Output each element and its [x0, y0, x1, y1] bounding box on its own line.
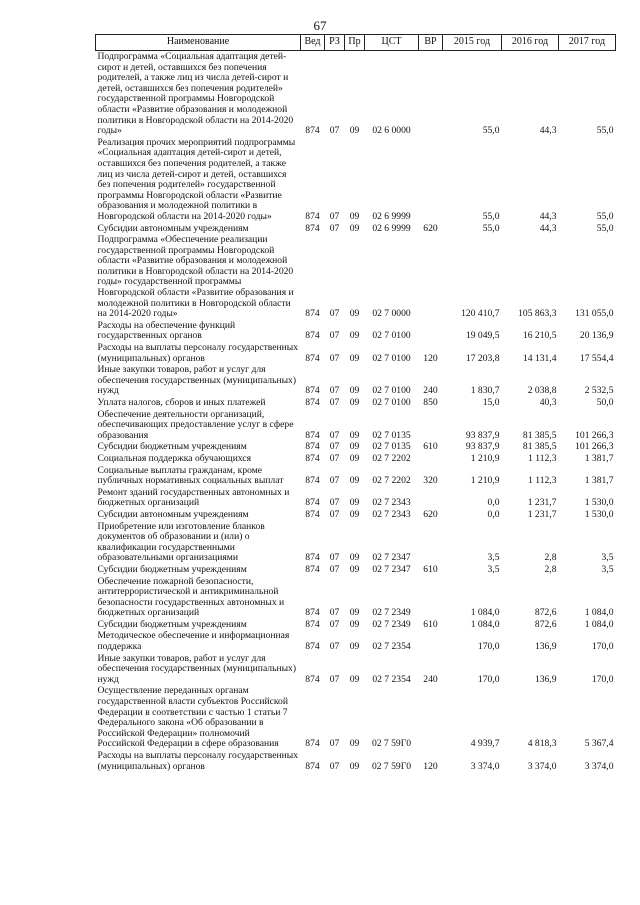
cell-2017: 1 084,0 — [584, 607, 614, 619]
cell-name: Обеспечение пожарной безопасности, антитеррористической и антикриминальной безопасности государственных автономных и бюджетных организаций — [97, 575, 285, 619]
cell-rz: 07 — [329, 352, 340, 364]
cell-2015: 93 837,9 — [465, 441, 500, 453]
cell-ved: 874 — [305, 330, 320, 342]
cell-cst: 02 7 0100 — [372, 385, 411, 397]
cell-vr: 320 — [423, 475, 438, 487]
cell-2015: 170,0 — [477, 641, 500, 653]
cell-2016: 2,8 — [544, 563, 557, 575]
cell-cst: 02 7 2343 — [372, 497, 411, 509]
cell-ved: 874 — [305, 352, 320, 364]
cell-pr: 09 — [349, 607, 360, 619]
cell-pr: 09 — [349, 475, 360, 487]
cell-cst: 02 7 0100 — [372, 352, 411, 364]
cell-2016: 40,3 — [539, 397, 557, 408]
cell-2015: 3,5 — [487, 552, 500, 564]
cell-cst: 02 7 2347 — [372, 552, 411, 564]
table-row — [96, 653, 616, 686]
cell-cst: 02 7 0100 — [372, 397, 411, 408]
cell-rz: 07 — [329, 563, 340, 575]
cell-name: Субсидии бюджетным учреждениям — [97, 441, 247, 453]
cell-pr: 09 — [349, 330, 360, 342]
cell-name: Расходы на выплаты персоналу государственных (муниципальных) органов — [97, 750, 299, 772]
cell-2016: 872,6 — [534, 618, 557, 630]
cell-2015: 170,0 — [477, 673, 500, 685]
cell-vr: 620 — [423, 222, 438, 234]
header-vr: ВР — [419, 35, 443, 51]
cell-2017: 101 266,3 — [575, 441, 614, 453]
cell-rz: 07 — [329, 452, 340, 464]
cell-rz: 07 — [329, 330, 340, 342]
cell-2015: 4 939,7 — [470, 738, 500, 750]
cell-pr: 09 — [349, 429, 360, 441]
cell-2017: 1 381,7 — [584, 452, 614, 464]
cell-2016: 14 131,4 — [522, 352, 557, 364]
cell-2016: 136,9 — [534, 673, 557, 685]
cell-2017: 1 381,7 — [584, 475, 614, 487]
cell-name: Приобретение или изготовление бланков документов об образовании и (или) о квалификации государственными образовательными организациями — [97, 520, 265, 564]
cell-pr: 09 — [349, 125, 360, 137]
cell-name: Субсидии бюджетным учреждениям — [97, 563, 247, 575]
cell-2017: 55,0 — [596, 210, 614, 222]
cell-ved: 874 — [305, 385, 320, 397]
table-row — [96, 453, 616, 465]
cell-ved: 874 — [305, 308, 320, 320]
table-row — [96, 465, 616, 487]
cell-vr — [419, 521, 443, 564]
header-2017: 2017 год — [559, 35, 616, 51]
cell-rz: 07 — [329, 441, 340, 453]
cell-2015: 1 084,0 — [470, 607, 500, 619]
table-row — [96, 509, 616, 521]
cell-2017: 17 554,4 — [579, 352, 614, 364]
cell-rz: 07 — [329, 497, 340, 509]
cell-name: Уплата налогов, сборов и иных платежей — [97, 397, 266, 408]
table-row — [96, 234, 616, 320]
cell-2016: 2,8 — [544, 552, 557, 564]
table-row — [96, 409, 616, 442]
cell-cst: 02 6 9999 — [372, 210, 411, 222]
table-body — [96, 51, 616, 773]
cell-name: Ремонт зданий государственных автономных и бюджетных организаций — [97, 486, 290, 509]
cell-name: Субсидии автономным учреждениям — [97, 222, 249, 234]
cell-pr: 09 — [349, 210, 360, 222]
cell-2015: 1 210,9 — [470, 475, 500, 487]
cell-pr: 09 — [349, 673, 360, 685]
cell-2015: 93 837,9 — [465, 429, 500, 441]
cell-vr: 610 — [423, 618, 438, 630]
header-ved: Вед — [301, 35, 325, 51]
cell-pr: 09 — [349, 738, 360, 750]
cell-2016: 105 863,3 — [518, 308, 557, 320]
cell-vr — [419, 630, 443, 652]
table-row — [96, 320, 616, 342]
cell-2015: 17 203,8 — [465, 352, 500, 364]
cell-2016: 3 374,0 — [527, 760, 557, 772]
header-rz: РЗ — [325, 35, 345, 51]
cell-name: Обеспечение деятельности организаций, обеспечивающих предоставление услуг в сфере образования — [97, 408, 294, 441]
cell-cst: 02 7 2354 — [372, 641, 411, 653]
cell-vr: 240 — [423, 385, 438, 397]
cell-pr: 09 — [349, 441, 360, 453]
cell-ved: 874 — [305, 673, 320, 685]
cell-pr: 09 — [349, 385, 360, 397]
cell-rz: 07 — [329, 618, 340, 630]
cell-ved: 874 — [305, 452, 320, 464]
cell-2015: 55,0 — [482, 222, 500, 234]
cell-vr: 610 — [423, 563, 438, 575]
cell-vr — [419, 685, 443, 750]
cell-rz: 07 — [329, 397, 340, 408]
cell-2017: 131 055,0 — [575, 308, 614, 320]
table-row — [96, 619, 616, 631]
cell-2016: 1 112,3 — [528, 475, 557, 487]
cell-cst: 02 7 59Г0 — [371, 760, 412, 772]
cell-ved: 874 — [305, 563, 320, 575]
table-row — [96, 223, 616, 235]
cell-ved: 874 — [305, 607, 320, 619]
cell-vr: 120 — [423, 352, 438, 364]
cell-2017: 55,0 — [596, 222, 614, 234]
cell-rz: 07 — [329, 552, 340, 564]
cell-vr — [419, 409, 443, 442]
cell-name: Реализация прочих мероприятий подпрограммы «Социальная адаптация детей-сирот и детей, оставшихся без попечения родителей, а также лиц из числа детей-сирот и детей, оставшихся без попечения родителей» государственной программы Новгородской области «Развитие образования и молодежной политики в Новгородской области на 2014-2020 годы» — [97, 136, 296, 222]
cell-2015: 1 084,0 — [470, 618, 500, 630]
cell-rz: 07 — [329, 475, 340, 487]
cell-cst: 02 7 2343 — [372, 508, 411, 520]
cell-rz: 07 — [329, 738, 340, 750]
cell-name: Субсидии автономным учреждениям — [97, 508, 249, 520]
cell-2016: 4 818,3 — [527, 738, 557, 750]
cell-ved: 874 — [305, 552, 320, 564]
table-row — [96, 487, 616, 509]
cell-2017: 1 530,0 — [584, 497, 614, 509]
cell-2016: 44,3 — [539, 210, 557, 222]
cell-ved: 874 — [305, 397, 320, 408]
cell-ved: 874 — [305, 497, 320, 509]
cell-pr: 09 — [349, 552, 360, 564]
cell-name: Расходы на выплаты персоналу государственных (муниципальных) органов — [97, 342, 299, 364]
cell-cst: 02 6 0000 — [372, 125, 411, 137]
cell-2016: 44,3 — [539, 222, 557, 234]
cell-name: Методическое обеспечение и информационная поддержка — [97, 630, 290, 653]
cell-name: Расходы на обеспечение функций государственных органов — [97, 319, 236, 342]
cell-2017: 101 266,3 — [575, 429, 614, 441]
cell-ved: 874 — [305, 125, 320, 137]
header-name: Наименование — [96, 35, 301, 51]
cell-ved: 874 — [305, 222, 320, 234]
cell-pr: 09 — [349, 452, 360, 464]
cell-pr: 09 — [349, 397, 360, 408]
cell-vr — [419, 234, 443, 320]
cell-cst: 02 6 9999 — [372, 222, 411, 234]
cell-2016: 1 231,7 — [527, 508, 557, 520]
cell-ved: 874 — [305, 475, 320, 487]
cell-2016: 136,9 — [534, 641, 557, 653]
cell-rz: 07 — [329, 641, 340, 653]
cell-vr: 610 — [423, 441, 438, 453]
cell-vr — [419, 320, 443, 342]
cell-pr: 09 — [349, 618, 360, 630]
cell-name: Иные закупки товаров, работ и услуг для обеспечения государственных (муниципальных) нужд — [97, 652, 297, 685]
table-row — [96, 397, 616, 409]
cell-vr — [419, 137, 443, 223]
header-2016: 2016 год — [502, 35, 559, 51]
cell-cst: 02 7 2354 — [372, 673, 411, 685]
cell-2015: 15,0 — [482, 397, 500, 408]
cell-2015: 1 830,7 — [470, 385, 500, 397]
header-cst: ЦСТ — [365, 35, 419, 51]
cell-2016: 1 112,3 — [528, 452, 557, 464]
cell-ved: 874 — [305, 508, 320, 520]
cell-vr: 120 — [423, 760, 438, 772]
cell-name: Подпрограмма «Социальная адаптация детей-сирот и детей, оставшихся без попечения родителей, а также лиц из числа детей-сирот и детей, оставшихся без попечения родителей» государственной программы Новгородской области «Развитие образования и молодежной политики в Новгородской области на 2014-2020 годы» — [97, 51, 294, 137]
cell-2016: 44,3 — [539, 125, 557, 137]
cell-name: Субсидии бюджетным учреждениям — [97, 618, 247, 630]
header-2015: 2015 год — [443, 35, 502, 51]
table-row — [96, 564, 616, 576]
cell-vr — [419, 487, 443, 509]
cell-2017: 55,0 — [596, 125, 614, 137]
cell-rz: 07 — [329, 125, 340, 137]
cell-2015: 55,0 — [482, 210, 500, 222]
cell-name: Социальные выплаты гражданам, кроме публичных нормативных социальных выплат — [97, 464, 284, 487]
cell-2016: 1 231,7 — [527, 497, 557, 509]
cell-2017: 2 532,5 — [584, 385, 614, 397]
cell-pr: 09 — [349, 760, 360, 772]
cell-rz: 07 — [329, 607, 340, 619]
cell-cst: 02 7 59Г0 — [371, 738, 412, 750]
cell-pr: 09 — [349, 497, 360, 509]
cell-vr — [419, 51, 443, 137]
cell-rz: 07 — [329, 508, 340, 520]
cell-rz: 07 — [329, 673, 340, 685]
cell-2017: 170,0 — [591, 641, 614, 653]
cell-vr — [419, 453, 443, 465]
table-row — [96, 51, 616, 137]
cell-ved: 874 — [305, 429, 320, 441]
cell-pr: 09 — [349, 563, 360, 575]
cell-pr: 09 — [349, 308, 360, 320]
cell-cst: 02 7 0135 — [372, 441, 411, 453]
cell-ved: 874 — [305, 760, 320, 772]
cell-rz: 07 — [329, 210, 340, 222]
cell-2017: 3 374,0 — [584, 760, 614, 772]
cell-cst: 02 7 2349 — [372, 618, 411, 630]
page-number: 67 — [313, 18, 327, 33]
cell-2016: 16 210,5 — [522, 330, 557, 342]
cell-rz: 07 — [329, 308, 340, 320]
cell-2016: 872,6 — [534, 607, 557, 619]
cell-ved: 874 — [305, 641, 320, 653]
cell-2017: 3,5 — [601, 552, 614, 564]
cell-rz: 07 — [329, 385, 340, 397]
cell-vr — [419, 576, 443, 619]
cell-2015: 3,5 — [487, 563, 500, 575]
table-row — [96, 364, 616, 397]
table-row — [96, 576, 616, 619]
cell-rz: 07 — [329, 429, 340, 441]
table-row — [96, 441, 616, 453]
table-row — [96, 342, 616, 364]
cell-pr: 09 — [349, 352, 360, 364]
cell-pr: 09 — [349, 222, 360, 234]
budget-table — [95, 34, 616, 772]
cell-2016: 81 385,5 — [522, 429, 557, 441]
cell-2016: 2 038,8 — [527, 385, 557, 397]
cell-cst: 02 7 0100 — [372, 330, 411, 342]
cell-vr: 240 — [423, 673, 438, 685]
cell-vr: 850 — [423, 397, 438, 408]
cell-2015: 0,0 — [487, 497, 500, 509]
cell-rz: 07 — [329, 222, 340, 234]
cell-name: Подпрограмма «Обеспечение реализации государственной программы Новгородской области «Развитие образования и молодежной политики в Новгородской области на 2014-2020 годы» государственной программы Новгородской области «Развитие образования и молодежной политики в Новгородской области на 2014-2020 годы» — [97, 234, 294, 320]
cell-2015: 1 210,9 — [470, 452, 500, 464]
cell-2017: 50,0 — [596, 397, 614, 408]
cell-cst: 02 7 2202 — [372, 452, 411, 464]
cell-cst: 02 7 2347 — [372, 563, 411, 575]
cell-name: Иные закупки товаров, работ и услуг для обеспечения государственных (муниципальных) нужд — [97, 364, 297, 397]
table-row — [96, 521, 616, 564]
cell-2017: 1 530,0 — [584, 508, 614, 520]
table-row — [96, 750, 616, 772]
cell-cst: 02 7 2349 — [372, 607, 411, 619]
cell-name: Осуществление переданных органам государственной власти субъектов Российской Федерации в соответствии с частью 1 статьи 7 Федерального закона «Об образовании в Российской Федерации» полномочий Российской Федерации в сфере образования — [97, 685, 288, 750]
cell-2017: 170,0 — [591, 673, 614, 685]
cell-ved: 874 — [305, 738, 320, 750]
cell-2015: 19 049,5 — [465, 330, 500, 342]
cell-cst: 02 7 0135 — [372, 429, 411, 441]
cell-ved: 874 — [305, 441, 320, 453]
cell-vr: 620 — [423, 508, 438, 520]
cell-name: Социальная поддержка обучающихся — [97, 452, 252, 464]
cell-ved: 874 — [305, 618, 320, 630]
table-row — [96, 630, 616, 652]
cell-2016: 81 385,5 — [522, 441, 557, 453]
table-header-row — [96, 35, 616, 51]
cell-2015: 55,0 — [482, 125, 500, 137]
cell-ved: 874 — [305, 210, 320, 222]
cell-2017: 20 136,9 — [579, 330, 614, 342]
cell-rz: 07 — [329, 760, 340, 772]
header-pr: Пр — [345, 35, 365, 51]
table-row — [96, 137, 616, 223]
cell-cst: 02 7 0000 — [372, 308, 411, 320]
cell-cst: 02 7 2202 — [372, 475, 411, 487]
cell-2017: 3,5 — [601, 563, 614, 575]
cell-pr: 09 — [349, 508, 360, 520]
cell-2015: 0,0 — [487, 508, 500, 520]
cell-2015: 120 410,7 — [461, 308, 500, 320]
table-row — [96, 685, 616, 750]
cell-2017: 1 084,0 — [584, 618, 614, 630]
cell-2017: 5 367,4 — [584, 738, 614, 750]
cell-2015: 3 374,0 — [470, 760, 500, 772]
cell-pr: 09 — [349, 641, 360, 653]
